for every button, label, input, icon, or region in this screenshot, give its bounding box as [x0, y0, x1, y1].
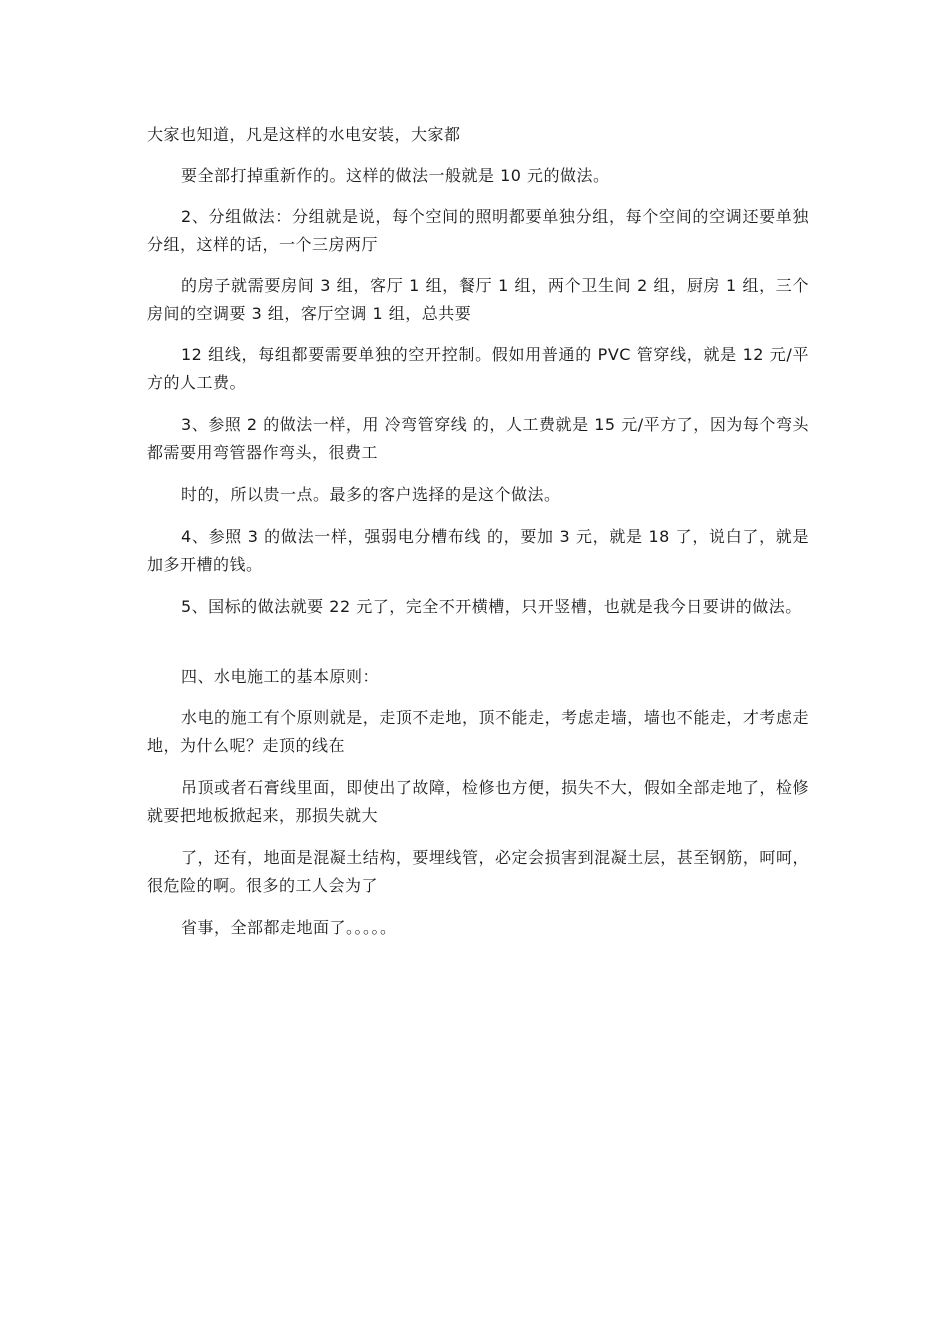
paragraph-3: 2、分组做法：分组就是说，每个空间的照明都要单独分组，每个空间的空调还要单独分组，这样的话，一个三房两厅: [147, 207, 809, 254]
paragraph-10: 水电的施工有个原则就是，走顶不走地，顶不能走，考虑走墙，墙也不能走，才考虑走地，为什么呢？走顶的线在: [147, 708, 809, 755]
paragraph-13: 省事，全部都走地面了。。。。。: [181, 918, 397, 937]
paragraph-1: 大家也知道，凡是这样的水电安装，大家都: [147, 125, 461, 144]
paragraph-8: 4、参照 3 的做法一样，强弱电分槽布线 的，要加 3 元，就是 18 了，说白了，就是加多开槽的钱。: [147, 527, 809, 574]
paragraph-7: 时的，所以贵一点。最多的客户选择的是这个做法。: [181, 485, 561, 504]
paragraph-9: 5、国标的做法就要 22 元了，完全不开横槽，只开竖槽，也就是我今日要讲的做法。: [181, 597, 802, 616]
paragraph-6: 3、参照 2 的做法一样，用 冷弯管穿线 的，人工费就是 15 元/平方了，因为每个弯头都需要用弯管器作弯头，很费工: [147, 415, 809, 462]
paragraph-12: 了，还有，地面是混凝土结构，要埋线管，必定会损害到混凝土层，甚至钢筋，呵呵，很危险的啊。很多的工人会为了: [147, 848, 809, 895]
paragraph-2: 要全部打掉重新作的。这样的做法一般就是 10 元的做法。: [181, 166, 610, 185]
paragraph-4: 的房子就需要房间 3 组，客厅 1 组，餐厅 1 组，两个卫生间 2 组，厨房 1 组，三个房间的空调要 3 组，客厅空调 1 组，总共要: [147, 276, 809, 323]
paragraph-11: 吊顶或者石膏线里面，即使出了故障，检修也方便，损失不大，假如全部走地了，检修就要把地板掀起来，那损失就大: [147, 778, 809, 825]
section-heading: 四、水电施工的基本原则：: [181, 667, 380, 686]
paragraph-5: 12 组线，每组都要需要单独的空开控制。假如用普通的 PVC 管穿线，就是 12 元/平方的人工费。: [147, 345, 809, 392]
